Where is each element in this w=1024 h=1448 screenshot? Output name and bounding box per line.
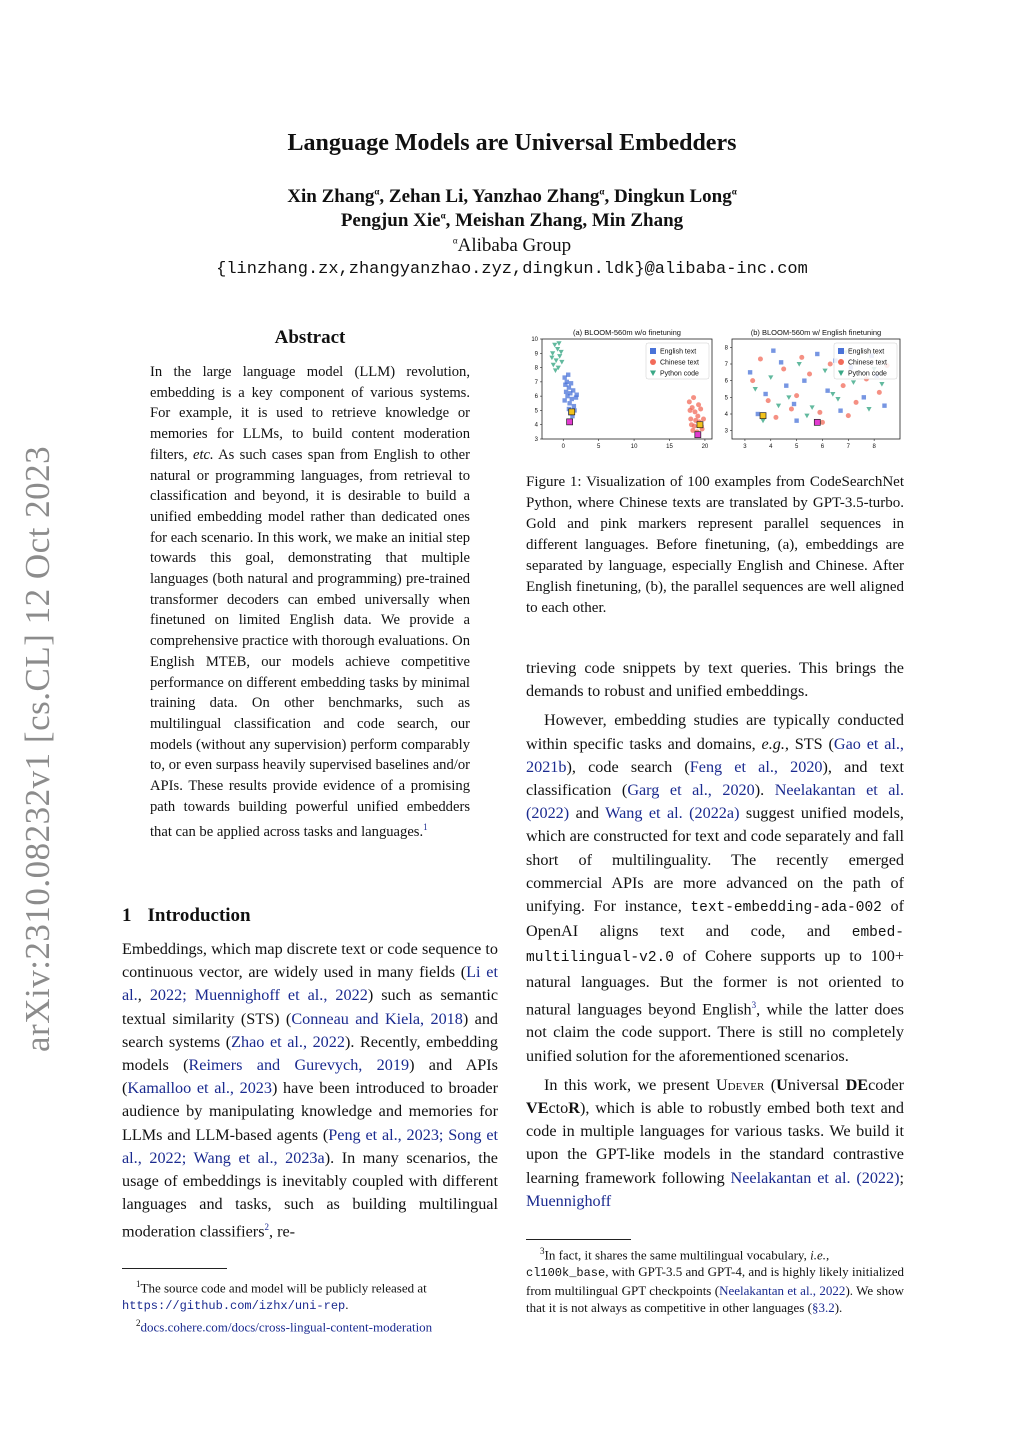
data-point-chinese (828, 362, 833, 367)
right-column-body (526, 657, 904, 1219)
y-tick-label: 10 (531, 337, 538, 343)
repo-link[interactable]: https://github.com/izhx/uni-rep (122, 1299, 346, 1314)
arxiv-identifier: arXiv:2310.08232v1 [cs.CL] 12 Oct 2023 (18, 445, 57, 1052)
data-point-chinese (758, 357, 763, 362)
data-point-english (565, 394, 569, 398)
citation[interactable]: Muennighoff (526, 1191, 612, 1210)
data-point-chinese (698, 407, 703, 412)
data-point-english (562, 398, 566, 402)
data-point-english (575, 393, 579, 397)
data-point-python (810, 405, 815, 410)
data-point-english (563, 383, 567, 387)
data-point-python (551, 363, 556, 368)
data-point-english (779, 360, 783, 364)
citation[interactable]: 2022; Muennighoff et al., 2022 (149, 986, 368, 1005)
data-point-chinese (841, 383, 846, 388)
legend-label: English text (848, 348, 885, 356)
data-point-english (570, 397, 574, 401)
scatter-plot-a (531, 328, 712, 450)
data-point-chinese (766, 398, 771, 403)
data-point-english (815, 352, 819, 356)
data-point-english (792, 402, 796, 406)
data-point-english (771, 348, 775, 352)
highlight-marker-pink (695, 432, 701, 438)
citation[interactable]: Peng et al., 2023; Song et al., 2022; Wang et al., 2023a (122, 1125, 498, 1167)
data-point-chinese (687, 399, 692, 404)
footnotes-left: $^1$The source code and model will be publicly released at https://github.com/izhx/uni-rep. $^2$docs.cohere.com/docs/cross-lingual-content-moderation (122, 1279, 433, 1335)
x-tick-label: 4 (769, 444, 773, 450)
x-tick-label: 8 (872, 444, 876, 450)
x-tick-label: 5 (794, 444, 799, 450)
author-email[interactable]: {linzhang.zx,zhangyanzhao.zyz,dingkun.ldk}@alibaba-inc.com (216, 260, 808, 279)
data-point-chinese (789, 407, 794, 412)
y-tick-label: 7 (534, 379, 538, 386)
data-point-chinese (701, 417, 706, 422)
citation[interactable]: Garg et al., 2020 (627, 781, 755, 800)
highlight-marker-pink (814, 419, 820, 425)
data-point-python (549, 356, 554, 361)
data-point-chinese (688, 417, 693, 422)
data-point-python (830, 392, 835, 397)
x-tick-label: 10 (630, 444, 638, 450)
data-point-chinese (807, 372, 812, 377)
data-point-chinese (688, 408, 693, 413)
data-point-chinese (799, 355, 804, 360)
y-tick-label: 5 (534, 408, 538, 415)
citation[interactable]: Li et al. (122, 963, 498, 1005)
y-tick-label: 9 (534, 351, 538, 358)
y-tick-label: 3 (724, 428, 728, 435)
data-point-python (753, 387, 758, 392)
author-line-1: Xin Zhang$^\alpha$, Zehan Li, Yanzhao Zhang$^\alpha$, Dingkun Long$^\alpha$ (287, 186, 737, 207)
footnote-ref-1[interactable]: 1 (423, 822, 428, 833)
highlight-marker-gold (760, 413, 766, 419)
y-tick-label: 6 (724, 378, 728, 385)
legend-label: English text (660, 348, 697, 356)
figure-1-caption: Figure 1: Visualization of 100 examples from CodeSearchNet Python, where Chinese texts are translated by GPT-3.5-turbo. Gold and pink markers represent parallel sequences in different languages. Before finetuning, (a), embeddings are separated by language, especially English and Chinese. After English finetuning, (b), the parallel sequences are well aligned to each other. (526, 474, 904, 616)
data-point-chinese (691, 395, 696, 400)
paper-title: Language Models are Universal Embedders (287, 130, 737, 156)
data-point-english (569, 381, 573, 385)
affiliation: $^\alpha$Alibaba Group (452, 235, 572, 256)
data-point-chinese (846, 413, 851, 418)
citation[interactable]: Kamalloo et al., 2023 (127, 1079, 272, 1098)
highlight-marker-gold (569, 409, 575, 415)
data-point-english (802, 378, 806, 382)
citation[interactable]: Feng et al., 2020 (689, 757, 823, 776)
data-point-english (566, 373, 570, 377)
x-tick-label: 6 (820, 444, 825, 450)
data-point-python (835, 397, 840, 402)
citation[interactable]: Reimers and Gurevych, 2019 (188, 1056, 410, 1075)
y-tick-label: 7 (724, 362, 728, 368)
y-tick-label: 6 (534, 394, 538, 401)
data-point-english (862, 395, 866, 399)
data-point-python (553, 368, 558, 373)
author-line-2: Pengjun Xie$^\alpha$, Meishan Zhang, Min Zhang (340, 210, 684, 231)
data-point-english (882, 403, 886, 407)
chart-title: (a) BLOOM-560m w/o finetuning (573, 328, 681, 337)
data-point-chinese (854, 400, 859, 405)
data-point-chinese (695, 414, 700, 419)
figure-1-scatter-plots (526, 322, 906, 452)
y-tick-label: 3 (534, 437, 538, 443)
footnote-3: $^3$In fact, it shares the same multilingual vocabulary, i.e., cl100k_base, with GPT-3.5 and GPT-4, and is highly likely initialized from multilingual GPT checkpoints (Neelakantan et al., 2022). We show that it is not always as competitive in other languages (§3.2). (526, 1246, 904, 1316)
legend-marker (650, 359, 656, 365)
x-tick-label: 7 (846, 444, 850, 450)
data-point-english (572, 404, 576, 408)
y-tick-label: 4 (534, 422, 538, 429)
chart-title: (b) BLOOM-560m w/ English finetuning (750, 328, 882, 337)
data-point-python (559, 350, 564, 355)
data-point-english (794, 418, 798, 422)
data-point-python (557, 354, 562, 359)
footnote-rule (526, 1239, 631, 1240)
cohere-docs-link[interactable]: docs.cohere.com/docs/cross-lingual-content-moderation (140, 1319, 433, 1335)
data-point-python (786, 395, 791, 400)
data-point-chinese (794, 393, 799, 398)
legend-marker (838, 348, 844, 354)
legend-label: Chinese text (848, 359, 887, 367)
data-point-python (554, 358, 559, 363)
data-point-python (768, 375, 773, 380)
data-point-chinese (817, 410, 822, 415)
data-point-chinese (689, 422, 694, 427)
data-point-python (879, 382, 884, 387)
legend-label: Python code (660, 370, 699, 378)
footnote-ref-3[interactable]: 3 (751, 999, 757, 1010)
data-point-python (866, 407, 871, 412)
legend-marker (838, 359, 844, 365)
data-point-python (552, 343, 557, 348)
citation[interactable]: Neelakantan et al., 2022 (719, 1283, 846, 1299)
data-point-english (564, 390, 568, 394)
data-point-python (804, 414, 809, 419)
highlight-marker-gold (697, 422, 703, 428)
y-tick-label: 4 (724, 412, 728, 418)
legend-label: Python code (848, 370, 887, 378)
citation[interactable]: Neelakantan et al. (2022) (526, 781, 905, 823)
data-point-python (760, 419, 765, 424)
y-tick-label: 5 (724, 395, 728, 402)
data-point-chinese (877, 390, 882, 395)
citation[interactable]: Wang et al. (2022a) (605, 804, 740, 823)
citation[interactable]: Neelakantan et al. (2022) (730, 1168, 900, 1187)
data-point-chinese (696, 402, 701, 407)
data-point-chinese (820, 420, 825, 425)
citation[interactable]: Zhao et al., 2022 (231, 1032, 345, 1051)
section-heading-introduction: 1 Introduction (122, 905, 251, 926)
data-point-python (559, 360, 564, 365)
scatter-plot-b (725, 328, 900, 450)
data-point-english (756, 412, 760, 416)
data-point-english (567, 401, 571, 405)
data-point-english (825, 388, 829, 392)
data-point-chinese (750, 378, 755, 383)
y-tick-label: 8 (534, 365, 538, 372)
section-link[interactable]: §3.2 (811, 1300, 835, 1316)
highlight-marker-pink (567, 419, 573, 425)
footnote-rule (122, 1268, 227, 1269)
x-tick-label: 20 (701, 444, 709, 450)
data-point-python (851, 380, 856, 385)
paragraph: However, embedding studies are typically conducted within specific tasks and domains, e.g., STS (Gao et al., 2021b), code search (Feng et al., 2020), and text classification (Garg et al., 2020). Neelakantan et al. (2022) and Wang et al. (2022a) suggest unified models, which are constructed for text and code separately and fall short of multilinguality. The recently emerged commercial APIs are more advanced on the path of unifying. For instance, text-embedding-ada-002 of OpenAI aligns text and code, and embed-multilingual-v2.0 of Cohere supports up to 100+ natural languages. But the former is not oriented to natural languages beyond English$^3$, while the latter does not claim the code support. There is still no completely unified solution for the aforementioned scenarios. (526, 711, 905, 1065)
abstract-text: In the large language model (LLM) revolution, embedding is a key component of various systems. For example, it is used to retrieve knowledge or memories for LLMs, to build content moderation filters, etc. As such cases span from English to other natural or programming languages, from retrieval to classification and beyond, it is desirable to build a unified embedding model rather than dedicated ones for each scenario. In this work, we make an initial step towards this goal, demonstrating that multiple languages (both natural and programming) pre-trained transformer decoders can embed universally when finetuned on limited English data. We provide a comprehensive practice with thorough evaluations. On English MTEB, our models achieve competitive performance on different embedding tasks by minimal training data. On other benchmarks, such as multilingual classification and code search, our models (without any supervision) perform comparably to, or even surpass heavily supervised baselines and/or APIs. These results provide evidence of a promising path towards building powerful unified embedders that can be applied across tasks and languages.$^1$ (150, 364, 470, 841)
data-point-english (763, 392, 767, 396)
data-point-python (776, 404, 781, 409)
data-point-chinese (773, 415, 778, 420)
paragraph: trieving code snippets by text queries. This brings the demands to robust and unified embeddings. (526, 659, 904, 701)
paragraph: In this work, we present Udever (Universal DEcoder VEctoR), which is able to robustly embed both text and code in multiple languages for various tasks. We build it upon the GPT-like models in the standard contrastive learning framework following Neelakantan et al. (2022); Muennighoff (526, 1075, 905, 1210)
data-point-english (748, 370, 752, 374)
x-tick-label: 0 (561, 444, 565, 450)
x-tick-label: 3 (743, 444, 747, 450)
x-tick-label: 15 (666, 444, 673, 450)
data-point-english (838, 408, 842, 412)
data-point-python (550, 351, 555, 356)
y-tick-label: 8 (724, 345, 728, 352)
data-point-chinese (693, 409, 698, 414)
x-tick-label: 5 (596, 444, 601, 450)
data-point-python (822, 369, 827, 374)
data-point-python (556, 341, 561, 346)
intro-paragraph: Embeddings, which map discrete text or code sequence to continuous vector, are widely used in many fields (Li et al., 2022; Muennighoff et al., 2022) such as semantic textual similarity (STS) (Conneau and Kiela, 2018) and search systems (Zhao et al., 2022). Recently, embedding models (Reimers and Gurevych, 2019) and APIs (Kamalloo et al., 2023) have been introduced to broader audience by manipulating knowledge and memories for LLMs and LLM-based agents (Peng et al., 2023; Song et al., 2022; Wang et al., 2023a). In many scenarios, the usage of embeddings is inevitably coupled with different languages and tasks, such as building multilingual moderation classifiers$^2$, re- (122, 940, 499, 1241)
citation[interactable]: Gao et al., 2021b (526, 734, 904, 776)
data-point-english (571, 388, 575, 392)
legend-label: Chinese text (660, 359, 699, 367)
legend-marker (650, 348, 656, 354)
abstract-heading: Abstract (274, 327, 346, 348)
citation[interactable]: Conneau and Kiela, 2018 (291, 1009, 463, 1028)
data-point-chinese (781, 367, 786, 372)
data-point-english (784, 383, 788, 387)
footnote-ref-2[interactable]: 2 (264, 1222, 269, 1233)
data-point-python (797, 362, 802, 367)
